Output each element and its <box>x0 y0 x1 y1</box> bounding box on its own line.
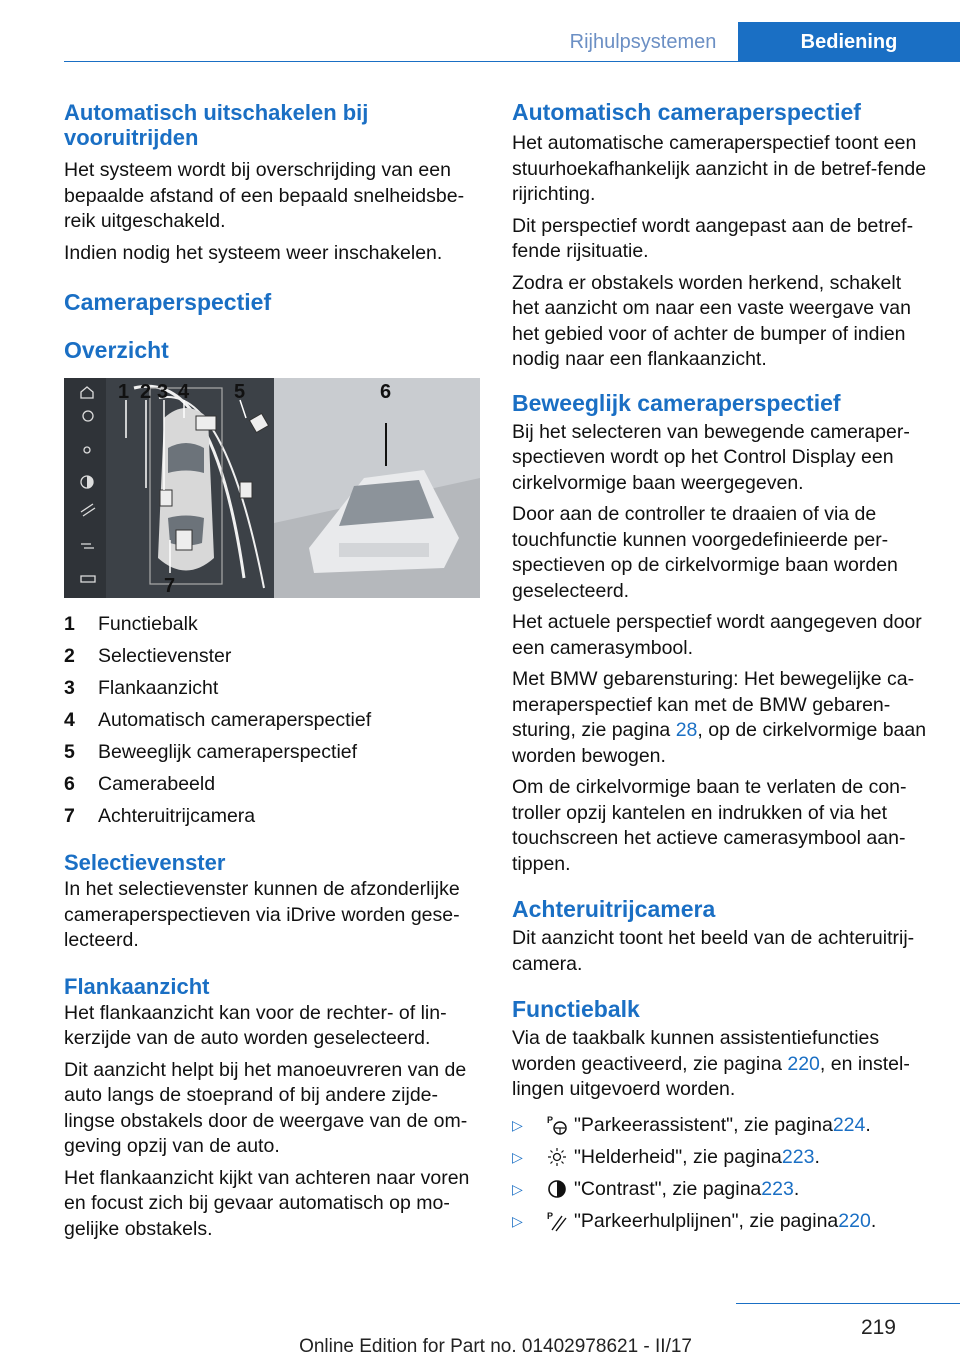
page-link-220[interactable]: 220 <box>838 1209 871 1232</box>
paragraph-flank-2: Dit aanzicht helpt bij het manoeuvreren van de auto langs de stoeprand of bij andere zijde-lingse obstakels door de weergave van de om-geving opzij van de auto. <box>64 1058 468 1157</box>
paragraph-selection-window: In het selectievenster kunnen de afzonderlijke cameraperspectieven via iDrive worden gese-lecteerd. <box>64 878 460 951</box>
bullet-triangle-icon: ▷ <box>512 1116 523 1133</box>
paragraph-move-3: Het actuele perspectief wordt aangegeven door een camerasymbool. <box>512 611 922 659</box>
figure-label-2: 2 <box>140 381 152 403</box>
brightness-icon <box>540 1146 574 1168</box>
bullet-triangle-icon: ▷ <box>512 1180 523 1197</box>
bullet-triangle-icon: ▷ <box>512 1148 523 1165</box>
page-link-224[interactable]: 224 <box>832 1113 866 1136</box>
paragraph-move-2: Door aan de controller te draaien of via de touchfunctie kunnen voorgedefinieerde per-spectieven op de cirkelvormige baan worden geselecteerd. <box>512 503 898 602</box>
heading-function-bar: Functiebalk <box>512 996 640 1022</box>
heading-auto-off: Automatisch uitschakelen bij vooruitrijden <box>64 100 369 150</box>
list-item: ▷ "Contrast", zie pagina 223 . <box>512 1173 930 1205</box>
section-tab-rijhulpsystemen[interactable]: Rijhulpsystemen <box>569 30 717 53</box>
function-bar-list <box>512 1109 930 1237</box>
figure-legend <box>64 608 482 832</box>
right-column <box>512 100 930 1237</box>
legend-item: 7 Achteruitrijcamera <box>64 805 256 827</box>
paragraph-rear-camera: Dit aanzicht toont het beeld van de achteruitrij-camera. <box>512 927 915 975</box>
legend-item: 6 Camerabeeld <box>64 773 216 795</box>
heading-camera-perspective: Cameraperspectief <box>64 289 272 315</box>
page-number: 219 <box>860 1316 896 1339</box>
heading-flank-view: Flankaanzicht <box>64 973 210 999</box>
figure-label-3: 3 <box>157 381 169 403</box>
page-link-223[interactable]: 223 <box>761 1177 794 1200</box>
paragraph-auto-2: Dit perspectief wordt aangepast aan de betref-fende rijsituatie. <box>512 214 914 262</box>
figure-label-6: 6 <box>380 381 392 403</box>
legend-item: 1 Functiebalk <box>64 613 198 635</box>
paragraph-auto-off-1: Het systeem wordt bij overschrijding van een bepaalde afstand of een bepaald snelheidsbe-reik uitgeschakeld. <box>64 159 465 232</box>
paragraph-auto-3: Zodra er obstakels worden herkend, schakelt het aanzicht om naar een vaste weergave van het gebied voor of achter de bumper of indien nodig naar een flankaanzicht. <box>512 271 911 370</box>
camera-overview-figure <box>64 378 480 598</box>
bullet-triangle-icon: ▷ <box>512 1212 523 1229</box>
left-column <box>64 100 482 1242</box>
paragraph-flank-3: Het flankaanzicht kijkt van achteren naar voren en focust zich bij gevaar automatisch op mo-gelijke obstakels. <box>64 1166 470 1240</box>
paragraph-move-5: Om de cirkelvormige baan te verlaten de con-troller opzij kantelen en indrukken of via het touchscreen het actieve camerasymbool aan-tippen. <box>512 776 907 875</box>
heading-rear-camera: Achteruitrijcamera <box>512 896 716 922</box>
legend-item: 3 Flankaanzicht <box>64 677 219 699</box>
legend-item: 2 Selectievenster <box>64 645 232 667</box>
paragraph-move-1: Bij het selecteren van bewegende cameraper-spectieven wordt op het Control Display een cirkelvormige baan weergegeven. <box>512 420 910 494</box>
section-tab-bediening[interactable]: Bediening <box>738 22 960 62</box>
paragraph-auto-off-2: Indien nodig het systeem weer inschakelen. <box>64 241 443 264</box>
edition-footer: Online Edition for Part no. 01402978621 - II/17 <box>299 1336 692 1357</box>
paragraph-auto-1: Het automatische cameraperspectief toont een stuurhoekafhankelijk aanzicht in de betref-fende rijrichting. <box>512 132 927 205</box>
parking-lines-icon <box>540 1210 574 1232</box>
svg-text:P: P <box>547 1210 554 1221</box>
figure-label-4: 4 <box>178 381 190 403</box>
heading-auto-perspective: Automatisch cameraperspectief <box>512 99 861 125</box>
legend-item: 4 Automatisch cameraperspectief <box>64 709 372 731</box>
contrast-icon <box>540 1178 574 1200</box>
header-bar <box>64 22 960 62</box>
list-item: ▷ P "Parkeerassistent", zie pagina 224 . <box>512 1109 930 1141</box>
heading-overview: Overzicht <box>64 337 169 363</box>
figure-label-1: 1 <box>118 381 130 403</box>
page-link-223[interactable]: 223 <box>781 1145 815 1168</box>
page-link-220[interactable]: 220 <box>787 1052 820 1075</box>
paragraph-function-bar: Via de taakbalk kunnen assistentiefuncties worden geactiveerd, zie pagina 220, en instel-lingen uitgevoerd worden. <box>512 1027 910 1100</box>
figure-label-7: 7 <box>164 575 176 597</box>
svg-text:P: P <box>547 1114 554 1125</box>
legend-item: 5 Beweeglijk cameraperspectief <box>64 741 358 763</box>
heading-selection-window: Selectievenster <box>64 850 226 875</box>
paragraph-flank-1: Het flankaanzicht kan voor de rechter- of lin-kerzijde van de auto worden geselecteerd. <box>64 1001 447 1049</box>
list-item: ▷ "Helderheid", zie pagina 223 . <box>512 1141 930 1173</box>
parking-assistant-icon <box>540 1114 574 1136</box>
figure-label-5: 5 <box>234 381 246 403</box>
footer-rule <box>736 1303 960 1304</box>
camera-overview-illustration <box>64 378 480 598</box>
paragraph-move-4: Met BMW gebarensturing: Het bewegelijke ca-meraperspectief kan met de BMW gebaren-sturing, zie pagina 28, op de cirkelvormige baan worden bewogen. <box>512 668 927 767</box>
list-item: ▷ P "Parkeerhulplijnen", zie pagina 220 . <box>512 1205 930 1237</box>
page-link-28[interactable]: 28 <box>675 719 698 741</box>
heading-movable-perspective: Beweeglijk cameraperspectief <box>512 389 841 416</box>
